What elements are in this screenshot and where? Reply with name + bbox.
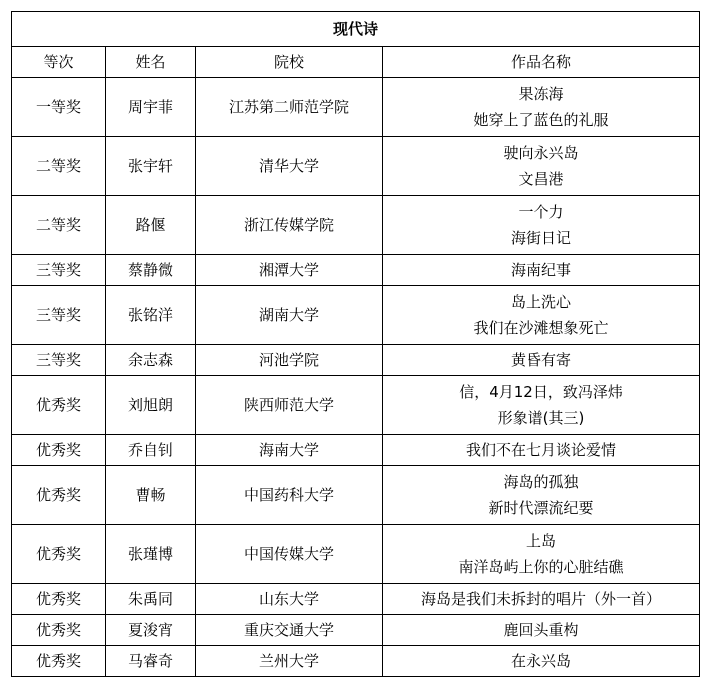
work-title: 岛上洗心 xyxy=(511,293,572,311)
work-title: 信，4月12日，致冯泽炜 xyxy=(459,383,623,401)
work-title: 新时代漂流纪要 xyxy=(488,499,594,517)
header-school: 院校 xyxy=(196,47,383,78)
school-cell: 湖南大学 xyxy=(196,286,383,345)
work-cell xyxy=(383,196,700,255)
name-cell: 路偃 xyxy=(106,196,196,255)
table-row xyxy=(12,137,700,196)
header-row xyxy=(12,47,700,78)
table-row xyxy=(12,525,700,584)
table-row xyxy=(12,466,700,525)
work-title: 文昌港 xyxy=(518,170,564,188)
school-cell: 兰州大学 xyxy=(196,646,383,677)
work-cell xyxy=(383,525,700,584)
work-cell xyxy=(383,78,700,137)
table-row xyxy=(12,584,700,615)
name-cell: 蔡静微 xyxy=(106,255,196,286)
name-cell: 夏浚宵 xyxy=(106,615,196,646)
rank-cell: 优秀奖 xyxy=(12,376,106,435)
work-title: 形象谱(其三) xyxy=(497,409,585,427)
work-title: 海岛是我们未拆封的唱片（外一首） xyxy=(421,590,662,608)
work-title: 上岛 xyxy=(526,532,557,550)
name-cell: 余志森 xyxy=(106,345,196,376)
rank-cell: 三等奖 xyxy=(12,286,106,345)
work-cell xyxy=(383,584,700,615)
work-title: 南洋岛屿上你的心脏结礁 xyxy=(458,558,624,576)
school-cell: 陕西师范大学 xyxy=(196,376,383,435)
work-cell xyxy=(383,376,700,435)
name-cell: 朱禹同 xyxy=(106,584,196,615)
rank-cell: 优秀奖 xyxy=(12,646,106,677)
table-row xyxy=(12,646,700,677)
name-cell: 张铭洋 xyxy=(106,286,196,345)
table-row xyxy=(12,255,700,286)
name-cell: 周宇菲 xyxy=(106,78,196,137)
name-cell: 乔自钊 xyxy=(106,435,196,466)
school-cell: 江苏第二师范学院 xyxy=(196,78,383,137)
table-title: 现代诗 xyxy=(12,12,700,47)
name-cell: 张宇轩 xyxy=(106,137,196,196)
rank-cell: 二等奖 xyxy=(12,137,106,196)
work-title: 海岛的孤独 xyxy=(503,473,579,491)
work-title: 海南纪事 xyxy=(511,261,572,279)
table-row xyxy=(12,286,700,345)
header-rank: 等次 xyxy=(12,47,106,78)
work-cell xyxy=(383,286,700,345)
rank-cell: 优秀奖 xyxy=(12,615,106,646)
header-work: 作品名称 xyxy=(383,47,700,78)
table-row xyxy=(12,196,700,255)
table-body xyxy=(12,12,700,677)
work-title: 我们不在七月谈论爱情 xyxy=(466,441,617,459)
school-cell: 河池学院 xyxy=(196,345,383,376)
table-row xyxy=(12,435,700,466)
rank-cell: 一等奖 xyxy=(12,78,106,137)
work-title: 黄昏有寄 xyxy=(511,351,572,369)
school-cell: 湘潭大学 xyxy=(196,255,383,286)
name-cell: 张瑾博 xyxy=(106,525,196,584)
rank-cell: 优秀奖 xyxy=(12,525,106,584)
work-cell xyxy=(383,466,700,525)
work-cell xyxy=(383,255,700,286)
work-title: 我们在沙滩想象死亡 xyxy=(473,319,609,337)
name-cell: 马睿奇 xyxy=(106,646,196,677)
school-cell: 清华大学 xyxy=(196,137,383,196)
school-cell: 中国药科大学 xyxy=(196,466,383,525)
work-title: 鹿回头重构 xyxy=(503,621,579,639)
award-table xyxy=(11,11,700,677)
table-row xyxy=(12,345,700,376)
rank-cell: 三等奖 xyxy=(12,255,106,286)
work-title: 果冻海 xyxy=(518,85,564,103)
work-title: 驶向永兴岛 xyxy=(503,144,579,162)
work-title: 海街日记 xyxy=(511,229,572,247)
title-row xyxy=(12,12,700,47)
table-row xyxy=(12,615,700,646)
rank-cell: 优秀奖 xyxy=(12,466,106,525)
school-cell: 浙江传媒学院 xyxy=(196,196,383,255)
header-name: 姓名 xyxy=(106,47,196,78)
school-cell: 重庆交通大学 xyxy=(196,615,383,646)
work-title: 在永兴岛 xyxy=(511,652,572,670)
work-cell xyxy=(383,615,700,646)
work-cell xyxy=(383,435,700,466)
rank-cell: 优秀奖 xyxy=(12,584,106,615)
school-cell: 山东大学 xyxy=(196,584,383,615)
rank-cell: 三等奖 xyxy=(12,345,106,376)
rank-cell: 优秀奖 xyxy=(12,435,106,466)
work-cell xyxy=(383,345,700,376)
name-cell: 曹畅 xyxy=(106,466,196,525)
work-cell xyxy=(383,646,700,677)
work-cell xyxy=(383,137,700,196)
work-title: 一个力 xyxy=(518,203,564,221)
work-title: 她穿上了蓝色的礼服 xyxy=(473,111,609,129)
table-row xyxy=(12,78,700,137)
school-cell: 海南大学 xyxy=(196,435,383,466)
school-cell: 中国传媒大学 xyxy=(196,525,383,584)
name-cell: 刘旭朗 xyxy=(106,376,196,435)
table-row xyxy=(12,376,700,435)
rank-cell: 二等奖 xyxy=(12,196,106,255)
